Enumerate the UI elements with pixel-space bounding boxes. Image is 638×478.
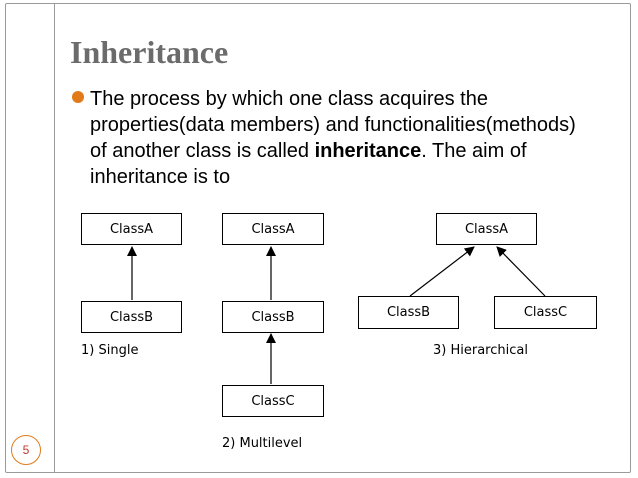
hierarchical-arrow-left: [410, 247, 474, 296]
single-caption: 1) Single: [81, 343, 139, 358]
hierarchical-caption: 3) Hierarchical: [433, 343, 528, 358]
multilevel-middle-box: ClassB: [222, 301, 324, 333]
bullet-text-end: . The aim of inheritance is to: [90, 140, 527, 188]
multilevel-bottom-box: ClassC: [222, 385, 324, 417]
multilevel-caption: 2) Multilevel: [222, 436, 303, 451]
bullet-text-start: The process by which one class acquires the properties(data members) and functionalities(methods) of another class is called: [90, 88, 576, 162]
hierarchical-arrow-right: [497, 247, 545, 296]
single-child-box: ClassB: [81, 301, 182, 333]
bullet-text-bold: inheritance: [314, 140, 422, 162]
multilevel-top-box: ClassA: [222, 213, 324, 245]
single-parent-box: ClassA: [81, 213, 182, 245]
slide-title: Inheritance: [70, 34, 229, 70]
page-number: 5: [22, 443, 30, 457]
hierarchical-left-child-box: ClassB: [358, 296, 459, 329]
hierarchical-parent-box: ClassA: [436, 213, 537, 245]
hierarchical-right-child-box: ClassC: [494, 296, 597, 329]
page-number-badge: [11, 435, 41, 465]
